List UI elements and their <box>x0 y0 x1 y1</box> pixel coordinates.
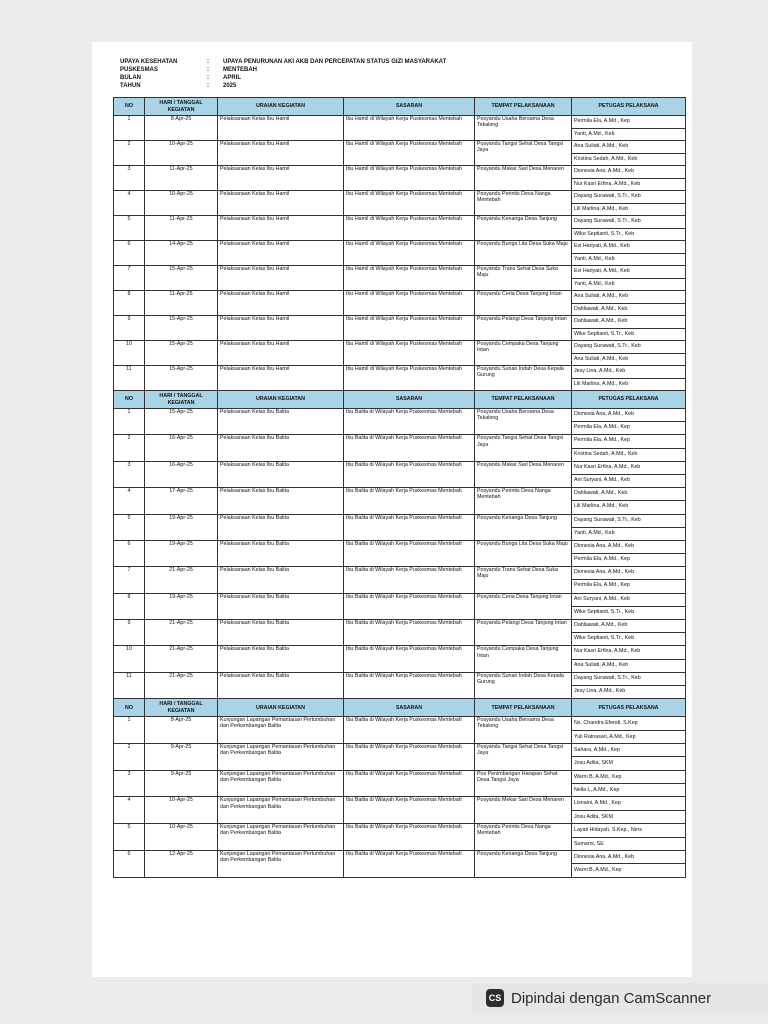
table-row <box>114 291 686 316</box>
target-group: Ibu Hamil di Wilayah Kerja Puskesmas Mentebah <box>344 366 475 391</box>
officer-list <box>572 851 686 878</box>
row-number: 3 <box>114 461 145 487</box>
header-value: APRIL <box>223 75 241 81</box>
target-group: Ibu Balita di Wilayah Kerja Puskesmas Mentebah <box>344 620 475 646</box>
target-group: Ibu Hamil di Wilayah Kerja Puskesmas Mentebah <box>344 291 475 316</box>
activity-date: 8-Apr-25 <box>145 116 218 141</box>
row-number: 9 <box>114 316 145 341</box>
location: Posyandu Perintis Desa Nanga Mentebah <box>475 191 572 216</box>
target-group: Ibu Balita di Wilayah Kerja Puskesmas Mentebah <box>344 409 475 435</box>
header-colon: : <box>207 75 209 81</box>
activity-description: Pelaksanaan Kelas Ibu Balita <box>218 672 344 698</box>
row-number: 9 <box>114 620 145 646</box>
location: Posyandu Mekar Sari Desa Menaren <box>475 797 572 824</box>
column-header: HARI / TANGGAL KEGIATAN <box>145 699 218 717</box>
table-row <box>114 851 686 878</box>
table-row <box>114 824 686 851</box>
officer-name: Nella L, A.Md., Kep <box>574 787 620 794</box>
officer-name: Dayang Surawati, S.Tr., Keb <box>572 191 685 204</box>
officer-list <box>572 409 686 435</box>
activity-date: 17-Apr-25 <box>145 488 218 514</box>
target-group: Ibu Hamil di Wilayah Kerja Puskesmas Mentebah <box>344 191 475 216</box>
target-group: Ibu Balita di Wilayah Kerja Puskesmas Mentebah <box>344 851 475 878</box>
officer-list <box>572 824 686 851</box>
activity-description: Pelaksanaan Kelas Ibu Balita <box>218 461 344 487</box>
officer-name: Ani Suryani, A.Md., Keb <box>572 594 685 607</box>
officer-name: Dionesia Ana, A.Md., Keb <box>572 166 685 179</box>
location: Posyandu Sunan Indah Desa Kepala Gurung <box>475 366 572 391</box>
activity-description: Pelaksanaan Kelas Ibu Balita <box>218 620 344 646</box>
officer-name: Layati Hidayah, S.Kep., Ners <box>572 824 685 837</box>
activity-description: Kunjungan Lapangan Pemantauan Pertumbuhan dan Perkembangan Balita <box>218 770 344 797</box>
officer-name: Nur Kasri Erfina, A.Md., Keb <box>572 646 685 659</box>
officer-list <box>572 141 686 166</box>
column-header: NO <box>114 98 145 116</box>
activity-description: Pelaksanaan Kelas Ibu Hamil <box>218 241 344 266</box>
activity-description: Pelaksanaan Kelas Ibu Hamil <box>218 291 344 316</box>
location: Posyandu Usaha Bersama Desa Tekalong <box>475 717 572 744</box>
target-group: Ibu Hamil di Wilayah Kerja Puskesmas Mentebah <box>344 316 475 341</box>
location: Posyandu Usaha Bersama Desa Tekalong <box>475 116 572 141</box>
officer-name: Dionesia Ana, A.Md., Keb <box>572 541 685 554</box>
activity-date: 10-Apr-25 <box>145 797 218 824</box>
row-number: 11 <box>114 672 145 698</box>
column-header: HARI / TANGGAL KEGIATAN <box>145 391 218 409</box>
activity-description: Kunjungan Lapangan Pemantauan Pertumbuhan dan Perkembangan Balita <box>218 743 344 770</box>
officer-name: Evi Hariyati, A.Md., Keb <box>572 241 685 254</box>
location: Posyandu Tangsi Sehat Desa Tangsi Jaya <box>475 743 572 770</box>
target-group: Ibu Balita di Wilayah Kerja Puskesmas Mentebah <box>344 540 475 566</box>
camscanner-logo-icon: CS <box>486 989 504 1007</box>
row-number: 10 <box>114 646 145 672</box>
row-number: 3 <box>114 166 145 191</box>
table-row <box>114 567 686 593</box>
activity-description: Pelaksanaan Kelas Ibu Balita <box>218 435 344 461</box>
table-row <box>114 593 686 619</box>
header-value: UPAYA PENURUNAN AKI AKB DAN PERCEPATAN STATUS GIZI MASYARAKAT <box>223 59 447 65</box>
officer-name: Dayang Surawati, S.Tr., Keb <box>572 673 685 686</box>
table-row <box>114 717 686 744</box>
target-group: Ibu Hamil di Wilayah Kerja Puskesmas Mentebah <box>344 141 475 166</box>
officer-list <box>572 770 686 797</box>
row-number: 5 <box>114 824 145 851</box>
table-row <box>114 216 686 241</box>
activity-date: 10-Apr-25 <box>145 141 218 166</box>
table-row <box>114 409 686 435</box>
activity-description: Pelaksanaan Kelas Ibu Hamil <box>218 341 344 366</box>
officer-name: Dayang Surawati, S.Tr., Keb <box>572 216 685 229</box>
officer-name: Permila Ela, A.Md., Kep <box>574 582 630 589</box>
column-header: NO <box>114 391 145 409</box>
officer-name: Josu Adita, SKM <box>574 760 613 767</box>
location: Posyandu Cempaka Desa Tanjung Intan <box>475 341 572 366</box>
header-value: 2025 <box>223 83 237 89</box>
activity-table <box>113 97 686 878</box>
activity-description: Pelaksanaan Kelas Ibu Hamil <box>218 166 344 191</box>
column-header: SASARAN <box>344 699 475 717</box>
header-row <box>120 82 680 90</box>
target-group: Ibu Hamil di Wilayah Kerja Puskesmas Mentebah <box>344 241 475 266</box>
location: Posyandu Pelangi Desa Tanjung Intan <box>475 316 572 341</box>
activity-date: 21-Apr-25 <box>145 646 218 672</box>
officer-name: Permila Ela, A.Md., Kep <box>572 435 685 448</box>
row-number: 4 <box>114 488 145 514</box>
officer-name: Sahara, A.Md., Kep <box>572 744 685 757</box>
table-row <box>114 116 686 141</box>
target-group: Ibu Balita di Wilayah Kerja Puskesmas Mentebah <box>344 770 475 797</box>
camscanner-text: Dipindai dengan CamScanner <box>511 989 712 1007</box>
location: Posyandu Trans Sehat Desa Suka Maju <box>475 567 572 593</box>
officer-name: Kristina Sedah, A.Md., Keb <box>574 155 638 162</box>
officer-list <box>572 266 686 291</box>
table-row <box>114 540 686 566</box>
target-group: Ibu Balita di Wilayah Kerja Puskesmas Mentebah <box>344 593 475 619</box>
row-number: 5 <box>114 514 145 540</box>
row-number: 6 <box>114 241 145 266</box>
officer-name: Yuli Ratnasari, A.Md., Kep <box>574 733 636 740</box>
location: Posyandu Usaha Bersama Desa Tekalong <box>475 409 572 435</box>
activity-date: 19-Apr-25 <box>145 514 218 540</box>
activity-description: Kunjungan Lapangan Pemantauan Pertumbuhan dan Perkembangan Balita <box>218 797 344 824</box>
row-number: 4 <box>114 797 145 824</box>
activity-description: Kunjungan Lapangan Pemantauan Pertumbuhan dan Perkembangan Balita <box>218 717 344 744</box>
table-row <box>114 266 686 291</box>
activity-description: Pelaksanaan Kelas Ibu Hamil <box>218 141 344 166</box>
activity-description: Pelaksanaan Kelas Ibu Balita <box>218 567 344 593</box>
table-header-row <box>114 98 686 116</box>
header-row <box>120 74 680 82</box>
location: Pos Penimbangan Harapan Sehat Desa Tangsi Jaya <box>475 770 572 797</box>
table-header-row <box>114 699 686 717</box>
column-header: TEMPAT PELAKSANAAN <box>475 391 572 409</box>
officer-name: Dionesia Ana, A.Md., Keb <box>572 409 685 422</box>
officer-name: Jesy Lina, A.Md., Keb <box>572 366 685 379</box>
officer-name: Dahliawati, A.Md., Keb <box>572 316 685 329</box>
activity-description: Pelaksanaan Kelas Ibu Hamil <box>218 216 344 241</box>
activity-description: Pelaksanaan Kelas Ibu Hamil <box>218 366 344 391</box>
activity-date: 9-Apr-25 <box>145 743 218 770</box>
row-number: 2 <box>114 141 145 166</box>
location: Posyandu Kenanga Desa Tanjung <box>475 851 572 878</box>
table-row <box>114 191 686 216</box>
officer-name: Dionesia Ana, A.Md., Keb <box>572 567 685 580</box>
officer-list <box>572 241 686 266</box>
activity-description: Pelaksanaan Kelas Ibu Balita <box>218 514 344 540</box>
target-group: Ibu Balita di Wilayah Kerja Puskesmas Mentebah <box>344 646 475 672</box>
row-number: 10 <box>114 341 145 366</box>
row-number: 1 <box>114 717 145 744</box>
location: Posyandu Cempaka Desa Tanjung Intan <box>475 646 572 672</box>
officer-name: Jesy Lina, A.Md., Keb <box>574 687 626 694</box>
officer-list <box>572 646 686 672</box>
row-number: 6 <box>114 540 145 566</box>
officer-name: Lili Marlina, A.Md., Keb <box>574 205 629 212</box>
target-group: Ibu Hamil di Wilayah Kerja Puskesmas Mentebah <box>344 341 475 366</box>
target-group: Ibu Balita di Wilayah Kerja Puskesmas Mentebah <box>344 824 475 851</box>
location: Posyandu Kenanga Desa Tanjung <box>475 216 572 241</box>
location: Posyandu Sunan Indah Desa Kepala Gurung <box>475 672 572 698</box>
table-header-row <box>114 391 686 409</box>
row-number: 7 <box>114 266 145 291</box>
location: Posyandu Tangsi Sehat Desa Tangsi Jaya <box>475 435 572 461</box>
row-number: 7 <box>114 567 145 593</box>
officer-name: Yanti, A.Md., Keb <box>574 255 615 262</box>
location: Posyandu Perintis Desa Nanga Mentebah <box>475 488 572 514</box>
officer-list <box>572 435 686 461</box>
officer-list <box>572 743 686 770</box>
officer-name: Yanti, A.Md., Keb <box>574 529 615 536</box>
officer-name: Ana Suliati, A.Md., Keb <box>572 291 685 304</box>
activity-description: Pelaksanaan Kelas Ibu Balita <box>218 646 344 672</box>
target-group: Ibu Hamil di Wilayah Kerja Puskesmas Mentebah <box>344 116 475 141</box>
activity-date: 14-Apr-25 <box>145 241 218 266</box>
target-group: Ibu Balita di Wilayah Kerja Puskesmas Mentebah <box>344 461 475 487</box>
row-number: 6 <box>114 851 145 878</box>
column-header: URAIAN KEGIATAN <box>218 699 344 717</box>
location: Posyandu Pelangi Desa Tanjung Intan <box>475 620 572 646</box>
officer-list <box>572 540 686 566</box>
activity-date: 11-Apr-25 <box>145 166 218 191</box>
officer-name: Permila Ela, A.Md., Kep <box>574 424 630 431</box>
table-row <box>114 646 686 672</box>
table-row <box>114 316 686 341</box>
activity-description: Kunjungan Lapangan Pemantauan Pertumbuhan dan Perkembangan Balita <box>218 851 344 878</box>
officer-name: Yanti, A.Md., Keb <box>574 130 615 137</box>
officer-name: Wike Septianti, S.Tr., Keb <box>574 230 635 237</box>
table-row <box>114 672 686 698</box>
table-row <box>114 241 686 266</box>
activity-date: 9-Apr-25 <box>145 770 218 797</box>
officer-list <box>572 366 686 391</box>
table-row <box>114 166 686 191</box>
activity-date: 10-Apr-25 <box>145 824 218 851</box>
officer-name: Lili Marlina, A.Md., Keb <box>574 503 629 510</box>
header-row <box>120 66 680 74</box>
document-header <box>120 58 680 90</box>
officer-list <box>572 191 686 216</box>
column-header: URAIAN KEGIATAN <box>218 391 344 409</box>
activity-date: 16-Apr-25 <box>145 461 218 487</box>
row-number: 2 <box>114 743 145 770</box>
officer-name: Wike Septianti, S.Tr., Keb <box>574 330 635 337</box>
table-row <box>114 514 686 540</box>
location: Posyandu Bunga Lita Desa Suka Maju <box>475 241 572 266</box>
officer-name: Dahliawati, A.Md., Keb <box>572 620 685 633</box>
activity-date: 21-Apr-25 <box>145 620 218 646</box>
header-value: MENTEBAH <box>223 67 257 73</box>
activity-description: Pelaksanaan Kelas Ibu Balita <box>218 488 344 514</box>
activity-date: 11-Apr-25 <box>145 291 218 316</box>
officer-name: Lili Marlina, A.Md., Keb <box>574 380 629 387</box>
target-group: Ibu Balita di Wilayah Kerja Puskesmas Mentebah <box>344 797 475 824</box>
officer-list <box>572 461 686 487</box>
officer-list <box>572 797 686 824</box>
target-group: Ibu Hamil di Wilayah Kerja Puskesmas Mentebah <box>344 266 475 291</box>
target-group: Ibu Hamil di Wilayah Kerja Puskesmas Mentebah <box>344 166 475 191</box>
row-number: 8 <box>114 291 145 316</box>
activity-date: 21-Apr-25 <box>145 672 218 698</box>
row-number: 3 <box>114 770 145 797</box>
activity-date: 15-Apr-25 <box>145 341 218 366</box>
activity-date: 15-Apr-25 <box>145 266 218 291</box>
location: Posyandu Mekar Sari Desa Menaren <box>475 461 572 487</box>
activity-date: 15-Apr-25 <box>145 366 218 391</box>
table-row <box>114 141 686 166</box>
officer-name: Warni B, A.Md., Kep <box>572 771 685 784</box>
activity-description: Pelaksanaan Kelas Ibu Balita <box>218 593 344 619</box>
officer-name: Josu Adita, SKM <box>574 813 613 820</box>
officer-name: Warni B, A.Md., Kep <box>574 867 622 874</box>
officer-list <box>572 116 686 141</box>
column-header: PETUGAS PELAKSANA <box>572 98 686 116</box>
header-colon: : <box>207 67 209 73</box>
activity-description: Pelaksanaan Kelas Ibu Hamil <box>218 116 344 141</box>
table-row <box>114 488 686 514</box>
row-number: 4 <box>114 191 145 216</box>
activity-date: 12-Apr-25 <box>145 851 218 878</box>
activity-description: Pelaksanaan Kelas Ibu Hamil <box>218 316 344 341</box>
activity-date: 19-Apr-25 <box>145 593 218 619</box>
target-group: Ibu Balita di Wilayah Kerja Puskesmas Mentebah <box>344 743 475 770</box>
location: Posyandu Bunga Lita Desa Suka Maju <box>475 540 572 566</box>
location: Posyandu Trans Sehat Desa Suka Maju <box>475 266 572 291</box>
header-colon: : <box>207 83 209 89</box>
activity-description: Pelaksanaan Kelas Ibu Hamil <box>218 191 344 216</box>
target-group: Ibu Balita di Wilayah Kerja Puskesmas Mentebah <box>344 672 475 698</box>
officer-list <box>572 593 686 619</box>
officer-name: Dayang Surawati, S.Tr., Keb <box>572 341 685 354</box>
officer-list <box>572 216 686 241</box>
activity-date: 11-Apr-25 <box>145 216 218 241</box>
activity-date: 21-Apr-25 <box>145 567 218 593</box>
activity-date: 16-Apr-25 <box>145 435 218 461</box>
table-row <box>114 461 686 487</box>
officer-list <box>572 316 686 341</box>
activity-date: 15-Apr-25 <box>145 409 218 435</box>
activity-description: Pelaksanaan Kelas Ibu Balita <box>218 409 344 435</box>
column-header: SASARAN <box>344 391 475 409</box>
officer-name: Lisnaini, A.Md., Kep <box>572 797 685 810</box>
officer-name: Dayang Surawati, S.Tr., Keb <box>572 515 685 528</box>
target-group: Ibu Balita di Wilayah Kerja Puskesmas Mentebah <box>344 514 475 540</box>
officer-name: Nur Kasri Erfina, A.Md., Keb <box>574 180 641 187</box>
column-header: TEMPAT PELAKSANAAN <box>475 699 572 717</box>
officer-list <box>572 341 686 366</box>
officer-name: Dahliawati, A.Md., Keb <box>574 305 628 312</box>
table-row <box>114 341 686 366</box>
header-key: TAHUN <box>120 83 141 89</box>
table-row <box>114 620 686 646</box>
location: Posyandu Ceria Desa Tanjung Intan <box>475 593 572 619</box>
row-number: 11 <box>114 366 145 391</box>
officer-name: Evi Hariyati, A.Md., Keb <box>572 266 685 279</box>
table-row <box>114 435 686 461</box>
officer-name: Ana Suliati, A.Md., Keb <box>574 355 629 362</box>
officer-list <box>572 488 686 514</box>
header-key: UPAYA KESEHATAN <box>120 59 178 65</box>
officer-name: Ana Suliati, A.Md., Keb <box>572 141 685 154</box>
activity-date: 19-Apr-25 <box>145 540 218 566</box>
row-number: 2 <box>114 435 145 461</box>
officer-name: Wike Septianti, S.Tr., Keb <box>574 635 635 642</box>
activity-date: 8-Apr-25 <box>145 717 218 744</box>
column-header: SASARAN <box>344 98 475 116</box>
officer-name: Dahliawati, A.Md., Keb <box>572 488 685 501</box>
row-number: 1 <box>114 116 145 141</box>
row-number: 8 <box>114 593 145 619</box>
activity-date: 15-Apr-25 <box>145 316 218 341</box>
header-row <box>120 58 680 66</box>
officer-name: Sumarni, SE <box>574 840 604 847</box>
column-header: HARI / TANGGAL KEGIATAN <box>145 98 218 116</box>
table-row <box>114 366 686 391</box>
column-header: URAIAN KEGIATAN <box>218 98 344 116</box>
row-number: 1 <box>114 409 145 435</box>
officer-name: Ani Suryani, A.Md., Keb <box>574 476 630 483</box>
officer-name: Ns. Chandra Efendi, S.Kep <box>572 717 685 730</box>
target-group: Ibu Balita di Wilayah Kerja Puskesmas Mentebah <box>344 567 475 593</box>
officer-name: Permila Ela, A.Md., Kep <box>572 116 685 129</box>
officer-name: Wike Septianti, S.Tr., Keb <box>574 608 635 615</box>
header-key: PUSKESMAS <box>120 67 159 73</box>
column-header: PETUGAS PELAKSANA <box>572 699 686 717</box>
column-header: PETUGAS PELAKSANA <box>572 391 686 409</box>
officer-name: Dionesia Ana, A.Md., Keb <box>572 851 685 864</box>
officer-name: Kristina Sedah, A.Md., Keb <box>574 450 638 457</box>
officer-list <box>572 514 686 540</box>
target-group: Ibu Hamil di Wilayah Kerja Puskesmas Mentebah <box>344 216 475 241</box>
location: Posyandu Perintis Desa Nanga Mentebah <box>475 824 572 851</box>
header-key: BULAN <box>120 75 141 81</box>
target-group: Ibu Balita di Wilayah Kerja Puskesmas Mentebah <box>344 717 475 744</box>
officer-list <box>572 166 686 191</box>
location: Posyandu Tangsi Sehat Desa Tangsi Jaya <box>475 141 572 166</box>
officer-list <box>572 672 686 698</box>
table-row <box>114 797 686 824</box>
table-row <box>114 770 686 797</box>
activity-description: Pelaksanaan Kelas Ibu Hamil <box>218 266 344 291</box>
column-header: TEMPAT PELAKSANAAN <box>475 98 572 116</box>
location: Posyandu Kenanga Desa Tanjung <box>475 514 572 540</box>
target-group: Ibu Balita di Wilayah Kerja Puskesmas Mentebah <box>344 488 475 514</box>
officer-name: Permila Ela, A.Md., Kep <box>574 556 630 563</box>
officer-list <box>572 291 686 316</box>
officer-name: Nur Kasri Erfina, A.Md., Keb <box>572 462 685 475</box>
header-colon: : <box>207 59 209 65</box>
activity-date: 10-Apr-25 <box>145 191 218 216</box>
officer-name: Yanti, A.Md., Keb <box>574 280 615 287</box>
table-row <box>114 743 686 770</box>
camscanner-watermark <box>472 983 768 1013</box>
column-header: NO <box>114 699 145 717</box>
location: Posyandu Ceria Desa Tanjung Intan <box>475 291 572 316</box>
officer-name: Ana Suliati, A.Md., Keb <box>574 661 629 668</box>
officer-list <box>572 717 686 744</box>
location: Posyandu Mekar Sari Desa Menaren <box>475 166 572 191</box>
row-number: 5 <box>114 216 145 241</box>
officer-list <box>572 567 686 593</box>
officer-list <box>572 620 686 646</box>
activity-description: Pelaksanaan Kelas Ibu Balita <box>218 540 344 566</box>
activity-description: Kunjungan Lapangan Pemantauan Pertumbuhan dan Perkembangan Balita <box>218 824 344 851</box>
target-group: Ibu Balita di Wilayah Kerja Puskesmas Mentebah <box>344 435 475 461</box>
